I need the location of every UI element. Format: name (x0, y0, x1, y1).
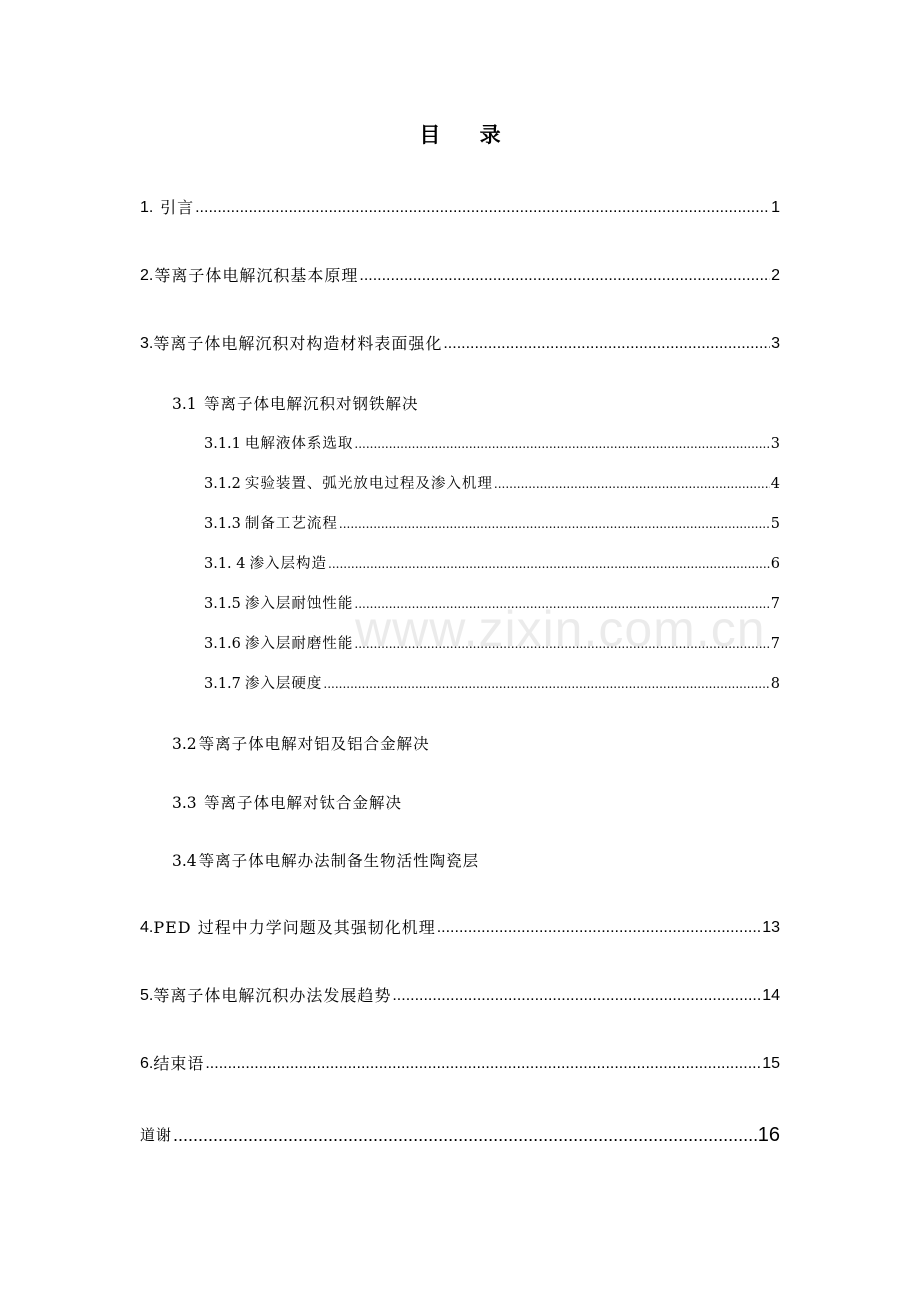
toc-entry-number: 3. (140, 335, 154, 352)
toc-leader-dots (205, 1053, 761, 1075)
toc-entry-number: 3.1.7 (204, 676, 241, 692)
toc-entry-label: 渗入层耐磨性能 (244, 636, 354, 652)
toc-leader-dots (494, 474, 770, 494)
toc-entry-page: 5 (770, 516, 780, 532)
watermark-text: www.zixin.com.cn (355, 601, 766, 657)
toc-entry-6[interactable] (140, 1053, 780, 1075)
toc-entry-number: 5. (140, 987, 154, 1004)
toc-entry-page: 6 (770, 556, 780, 572)
toc-leader-dots (354, 594, 769, 614)
toc-entry-number: 3.1.1 (204, 436, 241, 452)
toc-entry-label: 道谢 (140, 1126, 173, 1144)
toc-entry-label: 渗入层耐蚀性能 (244, 596, 354, 612)
toc-leader-dots (339, 514, 770, 534)
toc-entry-label: 结束语 (153, 1054, 205, 1073)
toc-entry-3[interactable] (140, 333, 780, 355)
toc-entry-page: 14 (762, 987, 780, 1004)
toc-entry-label: 实验装置、弧光放电过程及渗入机理 (244, 476, 493, 492)
toc-entry-page: 16 (757, 1124, 780, 1146)
toc-entry-number: 3.4 (172, 852, 197, 870)
toc-entry-3-1-4[interactable] (204, 554, 780, 574)
toc-entry-label: 等离子体电解办法制备生物活性陶瓷层 (198, 852, 480, 870)
toc-entry-acknowledgement[interactable] (140, 1122, 780, 1148)
toc-entry-3-1-5[interactable] (204, 594, 780, 614)
toc-entry-number: 6. (140, 1055, 154, 1072)
page-title: 目 录 (419, 122, 517, 147)
toc-entry-number: 2. (140, 267, 154, 284)
toc-entry-3-1-3[interactable] (204, 514, 780, 534)
toc-leader-dots (328, 554, 770, 574)
toc-leader-dots (323, 674, 769, 694)
toc-entry-number: 3.1.6 (204, 636, 241, 652)
toc-entry-3-1-6[interactable] (204, 634, 780, 654)
toc-entry-3-1[interactable] (172, 393, 780, 415)
toc-entry-number: 3.1.3 (204, 516, 241, 532)
toc-entry-page: 1 (771, 199, 780, 216)
toc-leader-dots (443, 333, 770, 355)
toc-entry-label: 制备工艺流程 (244, 516, 338, 532)
toc-leader-dots (392, 985, 761, 1007)
toc-entry-page: 4 (770, 476, 780, 492)
toc-entry-3-2[interactable] (172, 733, 780, 755)
toc-entry-label: 渗入层构造 (249, 556, 328, 572)
toc-entry-page: 13 (762, 919, 780, 936)
toc-entry-number: 1. (140, 199, 154, 216)
toc-entry-label: 电解液体系选取 (244, 436, 354, 452)
toc-leader-dots (173, 1122, 757, 1148)
toc-entry-number: 3.3 (172, 794, 197, 812)
toc-entry-page: 2 (771, 267, 780, 284)
toc-entry-3-3[interactable] (172, 792, 780, 814)
toc-entry-3-4[interactable] (172, 850, 780, 872)
toc-entry-number: 4. (140, 919, 154, 936)
toc-entry-1[interactable] (140, 197, 780, 219)
toc-entry-5[interactable] (140, 985, 780, 1007)
toc-leader-dots (359, 265, 770, 287)
toc-entry-page: 7 (770, 596, 780, 612)
toc-entry-page: 3 (770, 436, 780, 452)
toc-entry-2[interactable] (140, 265, 780, 287)
toc-entry-page: 8 (770, 676, 780, 692)
toc-entry-number: 3.1 (172, 395, 197, 413)
toc-entry-label: 等离子体电解沉积基本原理 (154, 266, 359, 285)
toc-entry-3-1-1[interactable] (204, 434, 780, 454)
toc-entry-number: 3.1. 4 (204, 556, 246, 572)
toc-entry-number: 3.1.5 (204, 596, 241, 612)
toc-leader-dots (354, 634, 769, 654)
toc-entry-3-1-2[interactable] (204, 474, 780, 494)
toc-entry-3-1-7[interactable] (204, 674, 780, 694)
toc-entry-4[interactable] (140, 917, 780, 939)
toc-entry-page: 7 (770, 636, 780, 652)
toc-entry-page: 15 (762, 1055, 780, 1072)
toc-entry-label: 等离子体电解沉积对构造材料表面强化 (153, 334, 443, 353)
toc-entry-label: 等离子体电解沉积对钢铁解决 (204, 395, 419, 413)
toc-entry-label: 等离子体电解对铝及铝合金解决 (198, 735, 430, 753)
toc-entry-label: 引言 (160, 198, 195, 217)
toc-entry-number: 3.1.2 (204, 476, 241, 492)
toc-entry-label: 渗入层硬度 (244, 676, 323, 692)
toc-entry-page: 3 (771, 335, 780, 352)
toc-leader-dots (437, 917, 761, 939)
toc-leader-dots (195, 197, 770, 219)
toc-entry-number: 3.2 (172, 735, 197, 753)
toc-entry-label: 等离子体电解对钛合金解决 (204, 794, 403, 812)
toc-entry-label: 等离子体电解沉积办法发展趋势 (153, 986, 392, 1005)
toc-leader-dots (354, 434, 769, 454)
toc-entry-label: PED 过程中力学问题及其强韧化机理 (153, 918, 436, 937)
